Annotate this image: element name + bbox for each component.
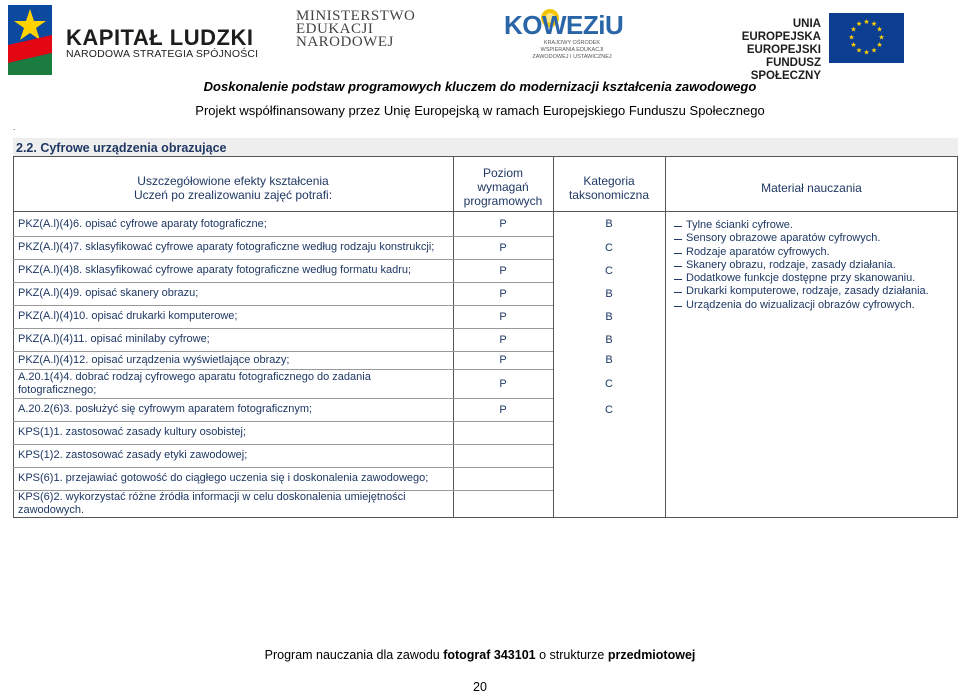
eu-line-1: UNIA EUROPEJSKA xyxy=(741,18,821,43)
header-level-line-2: wymagań xyxy=(477,180,529,194)
taxonomy-category: B xyxy=(605,354,613,366)
footer-prefix: Program nauczania dla zawodu xyxy=(264,648,444,662)
svg-text:★: ★ xyxy=(863,18,870,26)
svg-text:★: ★ xyxy=(850,25,857,34)
eu-text xyxy=(723,18,821,83)
footer-mid: o strukturze xyxy=(535,648,608,662)
header-category-line-2: taksonomiczna xyxy=(568,188,650,202)
requirement-level: P xyxy=(499,218,507,230)
learning-outcome: PKZ(A.l)(4)10. opisać drukarki komputerowe; xyxy=(18,310,238,322)
taxonomy-category xyxy=(553,421,665,444)
material-item: Dodatkowe funkcje dostępne przy skanowaniu. xyxy=(673,272,958,285)
learning-outcome: KPS(6)2. wykorzystać różne źródła informacji w celu doskonalenia umiejętności zawodowych. xyxy=(18,491,406,516)
svg-text:★: ★ xyxy=(876,41,883,49)
learning-outcome: A.20.1(4)4. dobrać rodzaj cyfrowego aparatu fotograficznego do zadania fotograficznego; xyxy=(18,370,371,396)
footer-structure: przedmiotowej xyxy=(607,648,696,662)
taxonomy-category: B xyxy=(605,287,613,300)
svg-text:★: ★ xyxy=(870,46,878,55)
learning-outcome: PKZ(A.l)(4)9. opisać skanery obrazu; xyxy=(18,287,199,299)
requirement-level: P xyxy=(499,241,507,254)
kapital-ludzki-logo xyxy=(8,5,52,75)
svg-text:★: ★ xyxy=(863,48,870,57)
project-cofinance: Projekt współfinansowany przez Unię Europejską w ramach Europejskiego Funduszu Społecznego xyxy=(195,103,765,118)
ministry-line-3: NARODOWEJ xyxy=(296,34,394,50)
requirement-level: P xyxy=(499,333,507,346)
learning-outcome: PKZ(A.l)(4)12. opisać urządzenia wyświetlające obrazy; xyxy=(18,353,290,366)
col-divider-3 xyxy=(665,157,666,518)
svg-text:★: ★ xyxy=(855,20,863,28)
svg-text:★: ★ xyxy=(870,20,878,28)
kowezu-name: KOWEZiU xyxy=(504,10,624,40)
taxonomy-category: C xyxy=(605,403,613,416)
learning-outcome: KPS(6)1. przejawiać gotowość do ciągłego uczenia się i doskonalenia zawodowego; xyxy=(18,472,429,484)
learning-outcome: PKZ(A.l)(4)7. sklasyfikować cyfrowe aparaty fotograficzne według rodzaju konstrukcji; xyxy=(18,241,435,253)
material-item: Rodzaje aparatów cyfrowych. xyxy=(673,246,958,259)
requirement-level: P xyxy=(499,377,507,390)
header-effects-line-1: Uszczegółowione efekty kształcenia xyxy=(137,174,329,188)
requirement-level xyxy=(453,421,553,444)
section-title: 2.2. Cyfrowe urządzenia obrazujące xyxy=(13,138,958,157)
kapital-ludzki-subtitle: NARODOWA STRATEGIA SPÓJNOŚCI xyxy=(66,48,259,60)
taxonomy-category xyxy=(553,490,665,518)
taxonomy-category xyxy=(553,444,665,467)
page-number: 20 xyxy=(473,680,487,694)
requirement-level: P xyxy=(499,264,507,277)
ministry-line-2: EDUKACJI xyxy=(296,21,374,37)
stray-dot: . xyxy=(13,123,16,132)
requirement-level xyxy=(453,467,553,490)
learning-outcome: KPS(1)1. zastosować zasady kultury osobistej; xyxy=(18,426,247,438)
learning-outcome: PKZ(A.l)(4)11. opisać minilaby cyfrowe; xyxy=(18,333,210,345)
material-item: Tylne ścianki cyfrowe. xyxy=(673,219,958,232)
requirement-level xyxy=(453,444,553,467)
eu-line-2: EUROPEJSKI xyxy=(746,44,821,56)
learning-outcome: PKZ(A.l)(4)8. sklasyfikować cyfrowe aparaty fotograficzne według formatu kadru; xyxy=(18,264,412,276)
ministry-logo xyxy=(296,10,415,49)
header-level xyxy=(453,166,553,208)
header-category xyxy=(553,174,665,202)
svg-text:★: ★ xyxy=(848,33,855,42)
header-materials: Materiał nauczania xyxy=(761,181,862,195)
taxonomy-category xyxy=(553,467,665,490)
svg-text:★: ★ xyxy=(855,46,863,55)
ministry-line-1: MINISTERSTWO xyxy=(296,8,416,24)
taxonomy-category: C xyxy=(605,264,613,277)
kowezu-tagline: KRAJOWY OŚRODEK WSPIERANIA EDUKACJI ZAWODOWEJ I USTAWICZNEJ xyxy=(532,40,612,60)
material-item: Skanery obrazu, rodzaje, zasady działania. xyxy=(673,259,958,272)
svg-text:★: ★ xyxy=(876,25,883,34)
taxonomy-category: B xyxy=(605,333,613,346)
svg-text:★: ★ xyxy=(878,33,885,42)
taxonomy-category: C xyxy=(605,241,613,254)
eu-line-3: FUNDUSZ SPOŁECZNY xyxy=(750,57,821,82)
header-level-line-1: Poziom xyxy=(482,166,523,180)
taxonomy-category: C xyxy=(605,377,613,390)
svg-text:★: ★ xyxy=(850,41,857,49)
requirement-level: P xyxy=(499,403,507,416)
eu-flag-icon xyxy=(829,13,904,63)
kapital-ludzki-title: KAPITAŁ LUDZKI xyxy=(66,25,254,50)
requirement-level: P xyxy=(499,354,507,366)
header-category-line-1: Kategoria xyxy=(583,174,635,188)
requirement-level xyxy=(453,490,553,518)
project-title: Doskonalenie podstaw programowych kluczem do modernizacji kształcenia zawodowego xyxy=(203,79,757,94)
taxonomy-category: B xyxy=(605,218,613,230)
requirement-level: P xyxy=(499,287,507,300)
learning-outcome: A.20.2(6)3. posłużyć się cyfrowym aparatem fotograficznym; xyxy=(18,403,313,415)
material-item: Drukarki komputerowe, rodzaje, zasady działania. xyxy=(673,285,958,298)
material-item: Urządzenia do wizualizacji obrazów cyfrowych. xyxy=(673,299,958,312)
learning-outcome: KPS(1)2. zastosować zasady etyki zawodowej; xyxy=(18,449,248,461)
requirement-level: P xyxy=(499,310,507,323)
taxonomy-category: B xyxy=(605,310,613,323)
materials-list xyxy=(673,219,958,312)
material-item: Sensory obrazowe aparatów cyfrowych. xyxy=(673,232,958,245)
program-footer xyxy=(0,648,960,662)
header-effects xyxy=(13,174,453,202)
footer-profession: fotograf 343101 xyxy=(443,648,536,662)
learning-outcome: PKZ(A.l)(4)6. opisać cyfrowe aparaty fotograficzne; xyxy=(18,217,267,230)
header-effects-line-2: Uczeń po zrealizowaniu zajęć potrafi: xyxy=(133,188,333,202)
header-level-line-3: programowych xyxy=(463,194,543,208)
